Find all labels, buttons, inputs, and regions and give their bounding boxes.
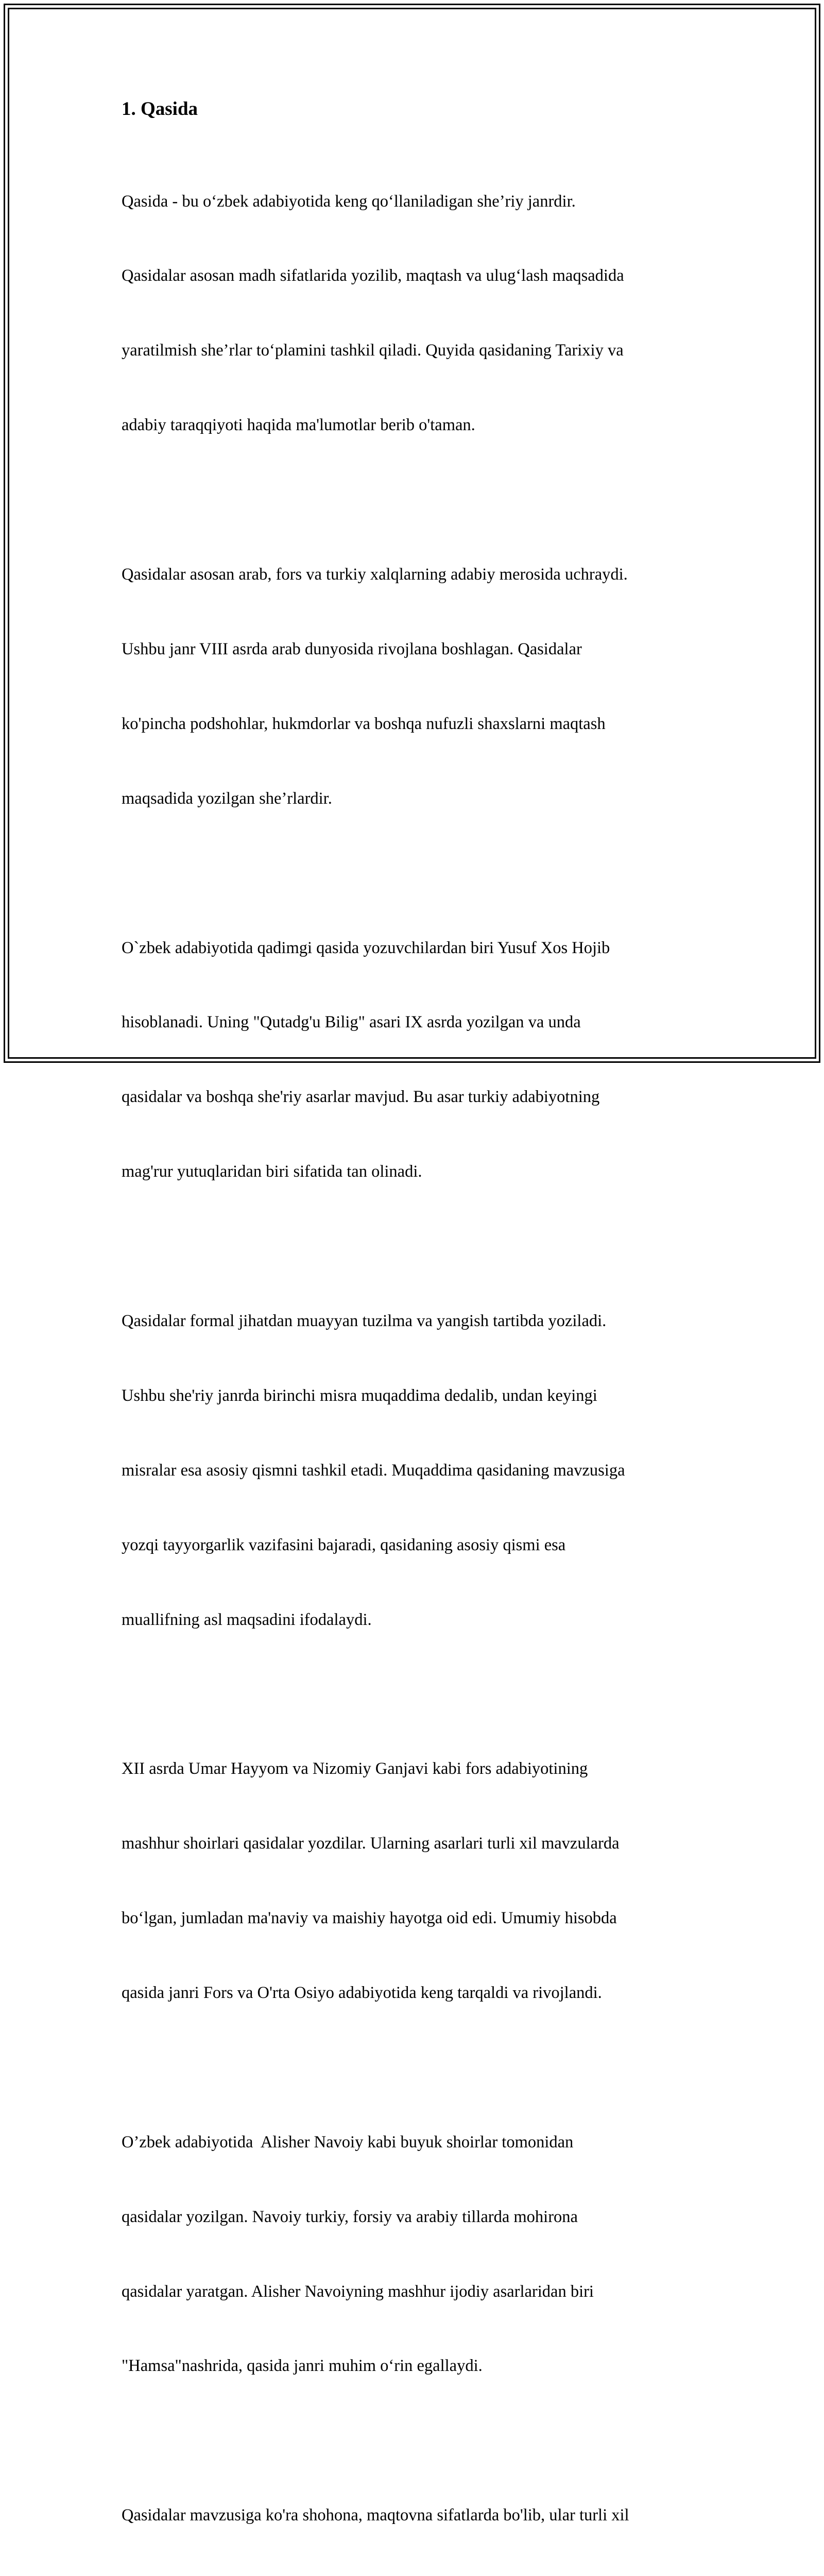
text-line: Qasidalar asosan madh sifatlarida yozilib, maqtash va ulug‘lash maqsadida [122,266,624,285]
text-line: O’zbek adabiyotida Alisher Navoiy kabi buyuk shoirlar tomonidan [122,2132,574,2151]
paragraph-navoiy [122,2080,703,2428]
text-line: qasidalar yozilgan. Navoiy turkiy, forsiy va arabiy tillarda mohirona [122,2207,578,2226]
paragraph-origins [122,512,703,860]
text-line: ko'pincha podshohlar, hukmdorlar va boshqa nufuzli shaxslarni maqtash [122,714,606,733]
text-line: mashhur shoirlari qasidalar yozdilar. Ularning asarlari turli xil mavzularda [122,1834,620,1853]
text-line: adabiy taraqqiyoti haqida ma'lumotlar berib o'taman. [122,416,475,435]
document-body [122,96,703,2576]
text-line: muallifning asl maqsadini ifodalaydi. [122,1610,372,1629]
text-line: Qasidalar asosan arab, fors va turkiy xalqlarning adabiy merosida uchraydi. [122,565,628,584]
paragraph-yusuf-xos-hojib [122,886,703,1234]
paragraph-themes [122,2453,703,2576]
paragraph-persian-poets [122,1707,703,2055]
text-line: bo‘lgan, jumladan ma'naviy va maishiy hayotga oid edi. Umumiy hisobda [122,1909,617,1928]
text-line: O`zbek adabiyotida qadimgi qasida yozuvchilardan biri Yusuf Xos Hojib [122,938,610,957]
text-line: hisoblanadi. Uning "Qutadg'u Bilig" asari IX asrda yozilgan va unda [122,1013,581,1032]
text-line: qasidalar va boshqa she'riy asarlar mavjud. Bu asar turkiy adabiyotning [122,1088,600,1107]
text-line: Ushbu she'riy janrda birinchi misra muqaddima dedalib, undan keyingi [122,1386,597,1405]
section-heading: 1. Qasida [122,98,198,120]
text-line: qasidalar yaratgan. Alisher Navoiyning mashhur ijodiy asarlaridan biri [122,2282,594,2301]
text-line: qasida janri Fors va O'rta Osiyo adabiyotida keng tarqaldi va rivojlandi. [122,1983,602,2002]
text-line: Qasidalar formal jihatdan muayyan tuzilma va yangish tartibda yoziladi. [122,1311,607,1330]
text-line: misralar esa asosiy qismni tashkil etadi. Muqaddima qasidaning mavzusiga [122,1461,625,1480]
text-line: "Hamsa"nashrida, qasida janri muhim o‘rin egallaydi. [122,2357,483,2376]
paragraph-structure [122,1259,703,1682]
text-line: maqsadida yozilgan she’rlardir. [122,789,332,808]
text-line: XII asrda Umar Hayyom va Nizomiy Ganjavi kabi fors adabiyotining [122,1759,588,1778]
text-line: yaratilmish she’rlar to‘plamini tashkil qiladi. Quyida qasidaning Tarixiy va [122,341,624,360]
paragraph-intro [122,139,703,487]
text-line: mag'rur yutuqlaridan biri sifatida tan olinadi. [122,1162,422,1181]
text-line: yozqi tayyorgarlik vazifasini bajaradi, qasidaning asosiy qismi esa [122,1535,566,1554]
text-line: Qasidalar mavzusiga ko'ra shohona, maqtovna sifatlarda bo'lib, ular turli xil [122,2506,629,2525]
text-line: Qasida - bu o‘zbek adabiyotida keng qo‘llaniladigan she’riy janrdir. [122,192,576,211]
text-line: Ushbu janr VIII asrda arab dunyosida rivojlana boshlagan. Qasidalar [122,639,582,658]
